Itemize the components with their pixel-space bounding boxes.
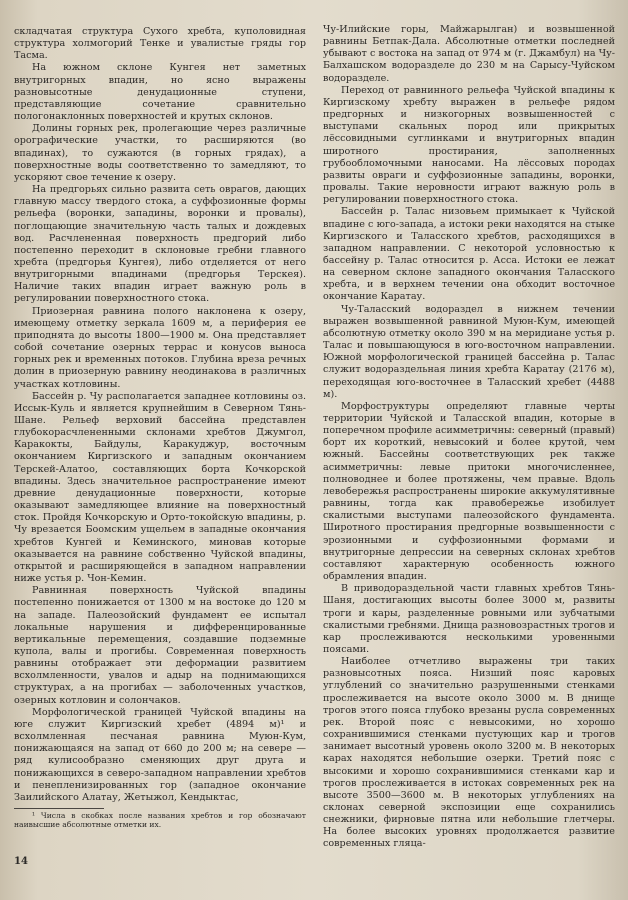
paragraph: На предгорьях сильно развита сеть оврагов, дающих главную массу твердого стока, а суффозионные формы рельефа (воронки, западины, воронки и провалы), поглощающие значительную часть талых и дождевых вод. Расчлененная поверхность предгорий либо постепенно переходит в склоновые гребни главного хребта (предгорья Кунгея), либо отделяется от него внутригорными впадинами (предгорья Терскея). Наличие таких впадин играет важную роль в регулировании поверхностного стока.	[14, 184, 306, 305]
paragraph: Долины горных рек, пролегающие через различные орографические участки, то расширяются (во впадинах), то сужаются (в горных грядах), а поверхностные воды соответственно то замедляют, то ускоряют свое течение к озеру.	[14, 123, 306, 183]
paragraph: Приозерная равнина полого наклонена к озеру, имеющему отметку зеркала 1609 м, а периферия ее приподнята до высоты 1800—1900 м. Она представляет собой сочетание озерных террас и конусов выноса горных рек и временных потоков. Глубина вреза речных долин в приозерную равнину неодинакова в различных участках котловины.	[14, 305, 306, 390]
paragraph: Бассейн р. Чу располагается западнее котловины оз. Иссык-Куль и является крупнейшим в Северном Тянь-Шане. Рельеф верховий бассейна представлен глубокорасчлененными склонами хребтов Джумгол, Каракокты, Байдулы, Каракуджур, восточным окончанием Киргизского и западным окончанием Терскей-Алатоо, составляющих борта Кочкорской впадины. Здесь значительное распространение имеют древние денудационные поверхности, которые оказывают замедляющее влияние на поверхностный сток. Пройдя Кочкорскую и Орто-токойскую впадины, р. Чу врезается Боомским ущельем в западные окончания хребтов Кунгей и Кеминского, миновав которые оказывается на равнине собственно Чуйской впадины, открытой и расширяющейся в западном направлении ниже устья р. Чон-Кемин.	[14, 390, 306, 585]
paragraph: На южном склоне Кунгея нет заметных внутригорных впадин, но ясно выражены разновысотные денудационные ступени, представляющие сочетание сравнительно пологонаклонных поверхностей и крутых склонов.	[14, 62, 306, 123]
paragraph: Морфоструктуры определяют главные черты территории Чуйской и Таласской впадин, которые в поперечном профиле асимметричны: северный (правый) борт их короткий, невысокий и более крутой, чем южный. Бассейны соответствующих рек также асимметричны: левые притоки многочисленнее, полноводнее и более протяжены, чем правые. Вдоль левобережья распространены широкие аккумулятивные равнины, тогда как правобережье изобилует скалистыми выступами палеозойского фундамента. Широтного простирания предгорные возвышенности с эрозионными и суффозионными формами и внутригорные депрессии на северных склонах хребтов составляют характерную особенность южного обрамления впадин.	[323, 400, 615, 583]
paragraph: складчатая структура Сухого хребта, куполовидная структура холмогорий Тенке и увалистые гряды гор Тасма.	[14, 26, 306, 62]
paragraph: Бассейн р. Талас низовьем примыкает к Чуйской впадине с юго-запада, а истоки реки находятся на стыке Киргизского и Таласского хребтов, расходящихся в западном направлении. С некоторой условностью к бассейну р. Талас относится р. Асса. Истоки ее лежат на северном склоне западного окончания Таласского хребта, и в верхнем течении она обходит восточное окончание Каратау.	[323, 206, 615, 303]
left-column	[14, 26, 306, 830]
paragraph: Чу-Илийские горы, Майжарылган) и возвышенной равнины Бетпак-Дала. Абсолютные отметки последней убывают с востока на запад от 974 м (г. Джамбул) на Чу-Балхашском водоразделе до 230 м на Сарысу-Чуйском водоразделе.	[323, 24, 615, 84]
paragraph: Равнинная поверхность Чуйской впадины постепенно понижается от 1300 м на востоке до 120 м на западе. Палеозойский фундамент ее испытал локальные нарушения и дифференцированные вертикальные перемещения, создавшие подземные купола, валы и прогибы. Современная поверхность равнины отображает эти деформации развитием всхолмленности, увалов и адыр на поднимающихся структурах, а на прогибах — заболоченных участков, озерных котловин и солончаков.	[14, 585, 306, 706]
footnote: ¹ Числа в скобках после названия хребтов и гор обозначают наивысшие абсолютные отметки их.	[14, 811, 306, 830]
footnote-rule	[14, 808, 104, 809]
paragraph: Переход от равнинного рельефа Чуйской впадины к Киргизскому хребту выражен в рельефе рядом предгорных и низкогорных возвышенностей с выступами скальных пород или прикрытых лёссовидными суглинками и внутригорных впадин широтного простирания, заполненных грубообломочными наносами. На лёссовых породах развиты овраги и суффозионные западины, воронки, провалы. Такие неровности играют важную роль в регулировании поверхностного стока.	[323, 84, 615, 206]
paragraph: Морфологической границей Чуйской впадины на юге служит Киргизский хребет (4894 м)¹ и всхолмленная песчаная равнина Муюн-Кум, понижающаяся на запад от 660 до 200 м; на севере — ряд кулисообразно сменяющих друг друга и понижающихся в северо-западном направлении хребтов и пенепленизированных гор (западное окончание Заилийского Алатау, Жетыжол, Кендыктас,	[14, 706, 306, 803]
page-number: 14	[14, 856, 28, 867]
paragraph: Чу-Таласский водораздел в нижнем течении выражен возвышенной равниной Муюн-Кум, имеющей абсолютную отметку около 390 м на меридиане устья р. Талас и повышающуюся в юго-восточном направлении. Южной морфологической границей бассейна р. Талас служит водораздельная линия хребта Каратау (2176 м), переходящая юго-восточнее в Таласский хребет (4488 м).	[323, 303, 615, 400]
right-column	[323, 24, 615, 851]
paragraph: Наиболее отчетливо выражены три таких разновысотных пояса. Низший пояс каровых углублений со значительно разрушенными стенками прослеживается на высоте около 3000 м. В днище трогов этого пояса глубоко врезаны русла современных рек. Второй пояс с невысокими, но хорошо сохранившимися стенками пустующих кар и трогов занимает высотный уровень около 3200 м. В некоторых карах находятся небольшие озерки. Третий пояс с высокими и хорошо сохранившимися стенками кар и трогов прослеживается в истоках современных рек на высоте 3500—3600 м. В некоторых углублениях на склонах северной экспозиции еще сохранились снежники, фирновые пятна или небольшие глетчеры. На более высоких уровнях продолжается развитие современных гляца-	[323, 656, 615, 850]
paragraph: В приводораздельной части главных хребтов Тянь-Шаня, достигающих высоты более 3000 м, развиты троги и кары, разделенные ровными или зубчатыми скалистыми гребнями. Днища разновозрастных трогов и кар прослеживаются несколькими уровенными поясами.	[323, 583, 615, 655]
